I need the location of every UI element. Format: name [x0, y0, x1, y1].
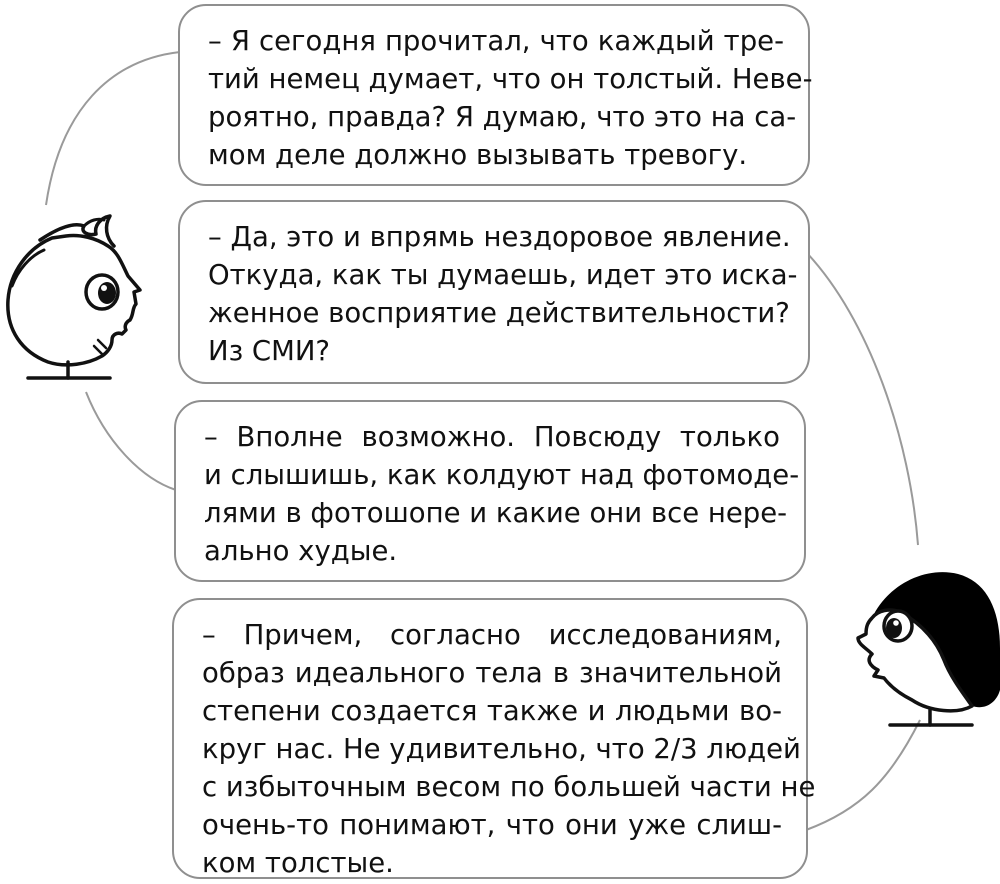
girl-cartoon-head-icon — [858, 572, 1000, 711]
bubble-1-line-4: мом деле должно вызывать тревогу. — [208, 139, 748, 171]
bubble-3-line-4: ально худые. — [204, 535, 398, 567]
bubble-3-line-1: – Вполне возможно. Повсюду только — [204, 421, 780, 453]
bubble-3-line-2: и слышишь, как колдуют над фотомоде- — [204, 459, 800, 491]
speech-bubble-1 — [178, 4, 813, 186]
bubble-1-line-1: – Я сегодня прочитал, что каждый тре- — [208, 25, 784, 57]
bubble-1-line-3: роятно, правда? Я думаю, что это на са- — [208, 101, 797, 133]
bubble-4-line-5: с избыточным весом по большей части не — [202, 771, 816, 803]
bubble-4-line-3: степени создается также и людьми во- — [202, 695, 782, 727]
bubble-1-line-2: тий немец думает, что он толстый. Неве- — [208, 63, 813, 95]
bubble-2-line-2: Откуда, как ты думаешь, идет это иска- — [208, 259, 798, 291]
speech-bubble-3 — [174, 400, 806, 582]
bubble-2-line-1: – Да, это и впрямь нездоровое явление. — [208, 221, 791, 253]
speech-bubble-2 — [178, 200, 810, 384]
bubble-2-line-4: Из СМИ? — [208, 335, 331, 367]
bubble-4-line-7: ком толстые. — [202, 847, 394, 879]
girl-stand-icon — [890, 710, 972, 725]
bubble-2-line-3: женное восприятие действительности? — [208, 297, 790, 329]
bubble-4-line-6: очень-то понимают, что они уже слиш- — [202, 809, 782, 841]
bubble-4-line-4: круг нас. Не удивительно, что 2/3 людей — [202, 733, 801, 765]
speech-bubble-4 — [172, 598, 816, 879]
bubble-3-line-3: лями в фотошопе и какие они все нере- — [204, 497, 788, 529]
bubble-4-line-2: образ идеального тела в значительной — [202, 657, 782, 689]
bubble-4-line-1: – Причем, согласно исследованиям, — [202, 619, 782, 651]
